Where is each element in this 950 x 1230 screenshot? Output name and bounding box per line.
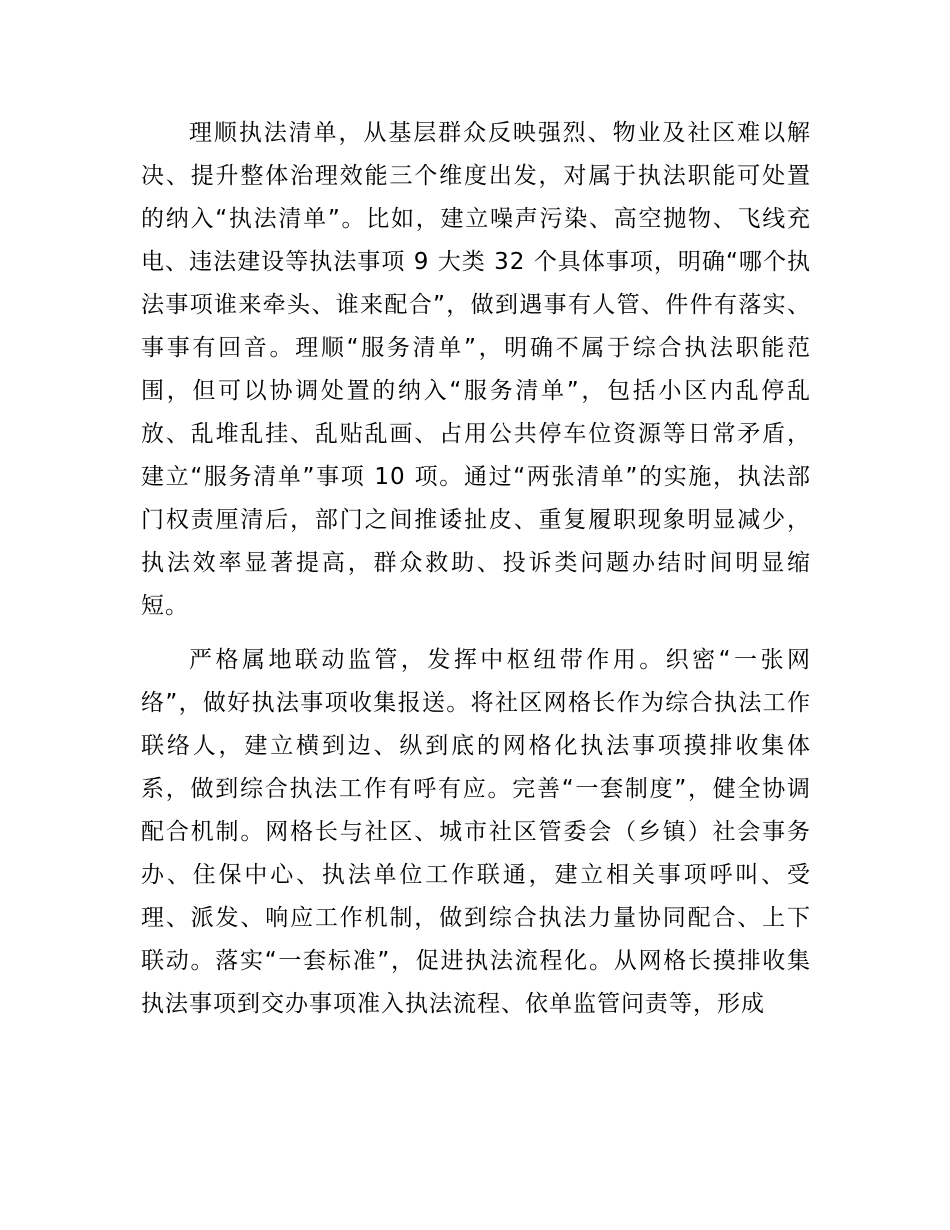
paragraph-territorial-supervision: 严格属地联动监管，发挥中枢纽带作用。织密“一张网络”，做好执法事项收集报送。将社区网格长作为综合执法工作联络人，建立横到边、纵到底的网格化执法事项摸排收集体系，做到综合执法工作有呼有应。完善“一套制度”，健全协调配合机制。网格长与社区、城市社区管委会（乡镇）社会事务办、住保中心、执法单位工作联通，建立相关事项呼叫、受理、派发、响应工作机制，做到综合执法力量协同配合、上下联动。落实“一套标准”，促进执法流程化。从网格长摸排收集执法事项到交办事项准入执法流程、依单监管问责等，形成 xyxy=(141,647,811,1017)
document-page xyxy=(141,112,811,1026)
paragraph-enforcement-list: 理顺执法清单，从基层群众反映强烈、物业及社区难以解决、提升整体治理效能三个维度出发，对属于执法职能可处置的纳入“执法清单”。比如，建立噪声污染、高空抛物、飞线充电、违法建设等执法事项 9 大类 32 个具体事项，明确“哪个执法事项谁来牵头、谁来配合”，做到遇事有人管、件件有落实、事事有回音。理顺“服务清单”，明确不属于综合执法职能范围，但可以协调处置的纳入“服务清单”，包括小区内乱停乱放、乱堆乱挂、乱贴乱画、占用公共停车位资源等日常矛盾，建立“服务清单”事项 10 项。通过“两张清单”的实施，执法部门权责厘清后，部门之间推诿扯皮、重复履职现象明显减少，执法效率显著提高，群众救助、投诉类问题办结时间明显缩短。 xyxy=(141,120,811,619)
